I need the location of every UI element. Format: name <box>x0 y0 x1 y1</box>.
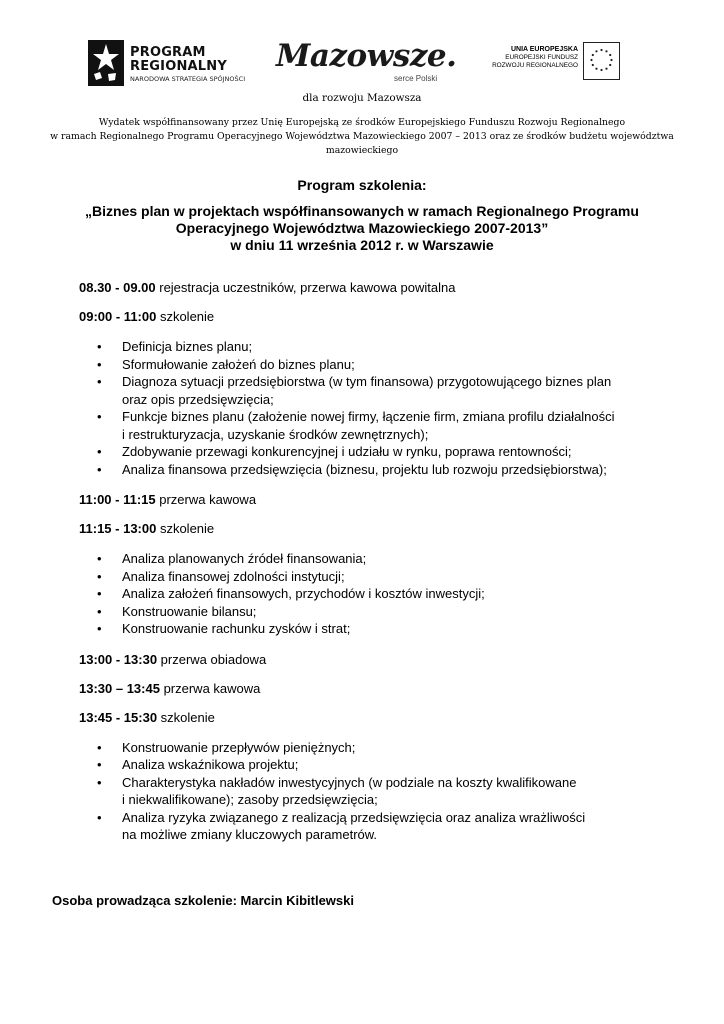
eu-logo-text <box>482 46 578 70</box>
topic-list <box>79 550 669 638</box>
slot-description: rejestracja uczestników, przerwa kawowa powitalna <box>155 280 456 295</box>
agenda-slot <box>79 280 669 295</box>
slot-description: przerwa obiadowa <box>157 651 267 667</box>
bullet-icon: • <box>97 444 102 459</box>
topic-list <box>79 739 669 844</box>
header-logos <box>80 36 625 90</box>
program-regionalny-text <box>130 46 245 84</box>
bullet-icon: • <box>97 568 102 584</box>
slot-description: przerwa kawowa <box>155 492 257 507</box>
list-item-text: Analiza założeń finansowych, przychodów i kosztów inwestycji; <box>122 586 485 601</box>
bullet-icon: • <box>97 374 102 389</box>
bullet-icon: • <box>97 551 102 566</box>
slot-time: 11:00 - 11:15 <box>79 492 156 507</box>
agenda-slot <box>79 309 669 324</box>
slot-time: 09:00 - 11:00 <box>79 309 157 324</box>
list-item-text: na możliwe zmiany kluczowych parametrów. <box>122 827 378 842</box>
list-item-text: i restrukturyzacja, uzyskanie środków zewnętrznych); <box>122 426 429 442</box>
funding-line: mazowieckiego <box>325 145 399 156</box>
list-item-text: Analiza ryzyka związanego z realizacją przedsięwzięcia oraz analiza wrażliwości <box>122 809 586 825</box>
list-item <box>79 774 669 809</box>
slot-time: 13:45 - 15:30 <box>79 709 158 725</box>
title-line: „Biznes plan w projektach współfinansowanych w ramach Regionalnego Programu <box>85 203 639 219</box>
bullet-icon: • <box>97 774 102 790</box>
logo-line: PROGRAM <box>130 45 206 60</box>
list-item-text: Analiza wskaźnikowa projektu; <box>122 757 299 772</box>
eu-logo <box>482 42 622 82</box>
mazowsze-logo <box>276 38 457 86</box>
list-item <box>79 568 669 586</box>
logo-line: EUROPEJSKI FUNDUSZ <box>505 54 578 61</box>
funding-statement <box>28 116 696 158</box>
training-title <box>30 203 694 254</box>
bullet-icon: • <box>97 739 102 755</box>
agenda-slot <box>79 521 669 536</box>
bullet-icon: • <box>97 603 102 619</box>
program-heading: Program szkolenia: <box>297 177 427 193</box>
slot-description: szkolenie <box>157 709 215 725</box>
list-item-text: Konstruowanie rachunku zysków i strat; <box>122 621 351 636</box>
slot-time: 08.30 - 09.00 <box>79 280 156 295</box>
list-item-text: Analiza finansowa przedsięwzięcia (biznesu, projektu lub rozwoju przedsiębiorstwa); <box>122 461 607 477</box>
bullet-icon: • <box>97 586 102 601</box>
slot-description: szkolenie <box>156 521 215 536</box>
title-line: w dniu 11 września 2012 r. w Warszawie <box>230 237 494 253</box>
logo-line: ROZWOJU REGIONALNEGO <box>492 62 578 69</box>
funding-line: w ramach Regionalnego Programu Operacyjnego Województwa Mazowieckiego 2007 – 2013 oraz ze środków budżetu województwa <box>50 131 674 142</box>
list-item <box>79 338 669 356</box>
bullet-icon: • <box>97 757 102 772</box>
slot-description: przerwa kawowa <box>159 680 261 696</box>
list-item-text: Analiza planowanych źródeł finansowania; <box>122 551 367 566</box>
title-line: Operacyjnego Województwa Mazowieckiego 2007-2013” <box>175 220 549 236</box>
list-item <box>79 756 669 774</box>
list-item <box>79 373 669 408</box>
program-regionalny-logo <box>88 40 268 86</box>
program-regionalny-mark-icon <box>88 40 124 86</box>
list-item-text: Funkcje biznes planu (założenie nowej firmy, łączenie firm, zmiana profilu działalności <box>122 409 615 424</box>
logo-line: NARODOWA STRATEGIA SPÓJNOŚCI <box>130 75 246 83</box>
agenda-slot <box>79 710 669 725</box>
list-item <box>79 550 669 568</box>
bullet-icon: • <box>97 356 102 372</box>
funding-line: Wydatek współfinansowany przez Unię Europejską ze środków Europejskiego Funduszu Rozwoju Regionalnego <box>98 117 626 128</box>
list-item-text: Konstruowanie bilansu; <box>122 603 257 619</box>
list-item-text: Diagnoza sytuacji przedsiębiorstwa (w tym finansowa) przygotowującego biznes plan <box>122 374 612 389</box>
mazowsze-tagline: serce Polski <box>394 74 438 83</box>
logo-line: REGIONALNY <box>130 59 227 74</box>
list-item-text: Definicja biznes planu; <box>122 339 253 354</box>
bullet-icon: • <box>97 809 102 825</box>
topic-list <box>79 338 669 478</box>
agenda <box>79 280 669 858</box>
agenda-slot <box>79 492 669 507</box>
list-item <box>79 443 669 461</box>
list-item-text: Konstruowanie przepływów pieniężnych; <box>122 739 356 755</box>
agenda-slot <box>79 681 669 696</box>
slot-time: 11:15 - 13:00 <box>79 521 157 536</box>
presenter-line: Osoba prowadząca szkolenie: Marcin Kibitlewski <box>52 893 354 908</box>
bullet-icon: • <box>97 409 102 424</box>
list-item <box>79 809 669 844</box>
eu-flag-icon <box>583 42 620 80</box>
list-item <box>79 408 669 443</box>
list-item <box>79 603 669 621</box>
list-item-text: Zdobywanie przewagi konkurencyjnej i udziału w rynku, poprawa rentowności; <box>122 444 572 459</box>
list-item <box>79 461 669 479</box>
list-item <box>79 356 669 374</box>
list-item <box>79 739 669 757</box>
slot-description: szkolenie <box>156 309 215 324</box>
list-item <box>79 585 669 603</box>
bullet-icon: • <box>97 621 102 636</box>
list-item-text: Analiza finansowej zdolności instytucji; <box>122 568 345 584</box>
agenda-slot <box>79 652 669 667</box>
list-item-text: Charakterystyka nakładów inwestycyjnych (w podziale na koszty kwalifikowane <box>122 774 577 790</box>
logo-line: UNIA EUROPEJSKA <box>510 46 578 53</box>
slot-time: 13:00 - 13:30 <box>79 651 158 667</box>
list-item-text: i niekwalifikowane); zasoby przedsięwzięcia; <box>122 792 378 807</box>
bullet-icon: • <box>97 461 102 477</box>
bullet-icon: • <box>97 339 102 354</box>
mazowsze-wordmark: Mazowsze. <box>276 38 457 74</box>
list-item-text: oraz opis przedsięwzięcia; <box>122 391 274 407</box>
list-item-text: Sformułowanie założeń do biznes planu; <box>122 356 355 372</box>
header-subtitle: dla rozwoju Mazowsza <box>302 92 422 104</box>
slot-time: 13:30 – 13:45 <box>79 680 160 696</box>
list-item <box>79 620 669 638</box>
